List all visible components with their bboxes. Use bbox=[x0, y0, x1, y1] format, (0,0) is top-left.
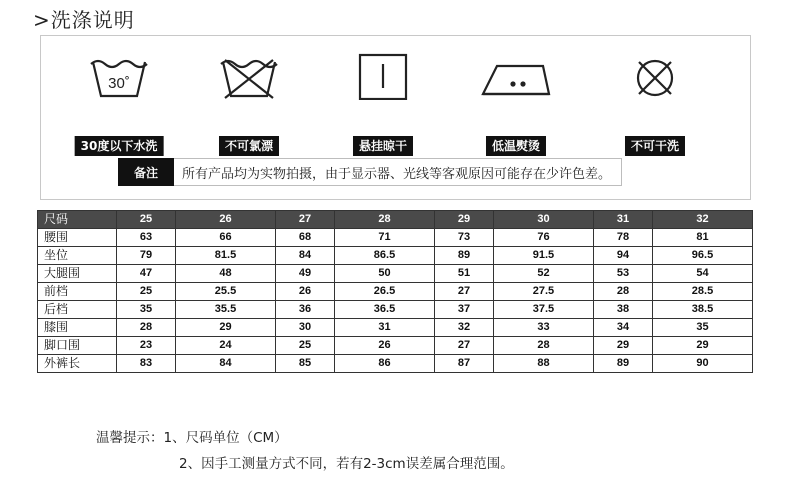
care-label: 悬挂晾干 bbox=[353, 136, 413, 156]
measurement-label: 坐位 bbox=[38, 247, 117, 265]
size-value: 51 bbox=[434, 265, 493, 283]
measurement-label: 大腿围 bbox=[38, 265, 117, 283]
size-value: 27.5 bbox=[494, 283, 594, 301]
size-value: 35 bbox=[653, 319, 753, 337]
table-row bbox=[38, 337, 753, 355]
size-value: 36 bbox=[275, 301, 334, 319]
size-value: 81 bbox=[653, 229, 753, 247]
table-header-cell: 28 bbox=[335, 211, 435, 229]
size-value: 71 bbox=[335, 229, 435, 247]
care-item-dry bbox=[333, 56, 433, 153]
size-value: 88 bbox=[494, 355, 594, 373]
size-value: 25 bbox=[117, 283, 176, 301]
size-value: 27 bbox=[434, 283, 493, 301]
size-value: 63 bbox=[117, 229, 176, 247]
size-value: 96.5 bbox=[653, 247, 753, 265]
size-value: 48 bbox=[176, 265, 276, 283]
tip-line-2: 2、因手工测量方式不同，若有2-3cm误差属合理范围。 bbox=[179, 456, 514, 472]
size-value: 26.5 bbox=[335, 283, 435, 301]
wash-30-icon bbox=[89, 56, 149, 100]
measurement-label: 腰围 bbox=[38, 229, 117, 247]
table-header-cell: 32 bbox=[653, 211, 753, 229]
no-bleach-icon bbox=[219, 56, 279, 100]
size-value: 87 bbox=[434, 355, 493, 373]
tip-line-1: 温馨提示：1、尺码单位（CM） bbox=[96, 430, 288, 446]
table-row bbox=[38, 301, 753, 319]
care-item-dryclean bbox=[605, 56, 705, 153]
wash-temp-text: 30˚ bbox=[108, 75, 130, 92]
iron-low-icon bbox=[479, 56, 553, 100]
size-value: 38 bbox=[593, 301, 652, 319]
size-value: 26 bbox=[275, 283, 334, 301]
size-value: 85 bbox=[275, 355, 334, 373]
size-value: 34 bbox=[593, 319, 652, 337]
size-value: 25.5 bbox=[176, 283, 276, 301]
size-value: 29 bbox=[593, 337, 652, 355]
size-value: 86 bbox=[335, 355, 435, 373]
care-instructions-panel bbox=[40, 35, 751, 200]
care-label: 不可干洗 bbox=[625, 136, 685, 156]
measurement-label: 前档 bbox=[38, 283, 117, 301]
size-value: 29 bbox=[176, 319, 276, 337]
size-value: 73 bbox=[434, 229, 493, 247]
size-value: 84 bbox=[275, 247, 334, 265]
size-chart-table bbox=[37, 210, 753, 373]
size-value: 37 bbox=[434, 301, 493, 319]
care-label: 不可氯漂 bbox=[219, 136, 279, 156]
care-label: 30度以下水洗 bbox=[75, 136, 164, 156]
size-value: 33 bbox=[494, 319, 594, 337]
measurement-label: 膝围 bbox=[38, 319, 117, 337]
table-header-cell: 27 bbox=[275, 211, 334, 229]
size-value: 66 bbox=[176, 229, 276, 247]
size-value: 50 bbox=[335, 265, 435, 283]
size-value: 29 bbox=[653, 337, 753, 355]
table-header-cell: 26 bbox=[176, 211, 276, 229]
table-header-cell: 尺码 bbox=[38, 211, 117, 229]
care-label: 低温熨烫 bbox=[486, 136, 546, 156]
size-value: 37.5 bbox=[494, 301, 594, 319]
size-value: 28 bbox=[593, 283, 652, 301]
size-value: 28 bbox=[117, 319, 176, 337]
size-value: 86.5 bbox=[335, 247, 435, 265]
table-row bbox=[38, 247, 753, 265]
size-value: 94 bbox=[593, 247, 652, 265]
table-row bbox=[38, 229, 753, 247]
measurement-label: 脚口围 bbox=[38, 337, 117, 355]
table-header-row bbox=[38, 211, 753, 229]
size-value: 36.5 bbox=[335, 301, 435, 319]
size-value: 49 bbox=[275, 265, 334, 283]
size-value: 47 bbox=[117, 265, 176, 283]
size-value: 90 bbox=[653, 355, 753, 373]
size-value: 89 bbox=[593, 355, 652, 373]
size-value: 28.5 bbox=[653, 283, 753, 301]
size-value: 89 bbox=[434, 247, 493, 265]
size-value: 25 bbox=[275, 337, 334, 355]
size-value: 38.5 bbox=[653, 301, 753, 319]
table-row bbox=[38, 265, 753, 283]
size-value: 91.5 bbox=[494, 247, 594, 265]
size-value: 23 bbox=[117, 337, 176, 355]
size-value: 78 bbox=[593, 229, 652, 247]
table-row bbox=[38, 319, 753, 337]
disclaimer-note bbox=[118, 158, 622, 186]
table-header-cell: 30 bbox=[494, 211, 594, 229]
note-label: 备注 bbox=[118, 158, 174, 186]
care-item-wash bbox=[69, 56, 169, 153]
table-header-cell: 29 bbox=[434, 211, 493, 229]
table-header-cell: 31 bbox=[593, 211, 652, 229]
care-item-iron bbox=[466, 56, 566, 153]
table-row bbox=[38, 355, 753, 373]
hang-dry-icon bbox=[353, 52, 413, 100]
size-value: 84 bbox=[176, 355, 276, 373]
size-value: 32 bbox=[434, 319, 493, 337]
table-row bbox=[38, 283, 753, 301]
size-value: 83 bbox=[117, 355, 176, 373]
size-value: 28 bbox=[494, 337, 594, 355]
note-text: 所有产品均为实物拍摄，由于显示器、光线等客观原因可能存在少许色差。 bbox=[174, 158, 622, 186]
size-value: 35 bbox=[117, 301, 176, 319]
table-header-cell: 25 bbox=[117, 211, 176, 229]
size-value: 81.5 bbox=[176, 247, 276, 265]
size-value: 26 bbox=[335, 337, 435, 355]
size-value: 68 bbox=[275, 229, 334, 247]
page-title: >洗涤说明 bbox=[33, 8, 135, 32]
size-value: 76 bbox=[494, 229, 594, 247]
measurement-label: 后档 bbox=[38, 301, 117, 319]
size-value: 27 bbox=[434, 337, 493, 355]
size-value: 31 bbox=[335, 319, 435, 337]
size-value: 79 bbox=[117, 247, 176, 265]
no-dry-clean-icon bbox=[625, 54, 685, 102]
size-value: 24 bbox=[176, 337, 276, 355]
measurement-label: 外裤长 bbox=[38, 355, 117, 373]
size-value: 52 bbox=[494, 265, 594, 283]
care-item-bleach bbox=[199, 56, 299, 153]
size-value: 54 bbox=[653, 265, 753, 283]
size-value: 53 bbox=[593, 265, 652, 283]
size-value: 35.5 bbox=[176, 301, 276, 319]
size-value: 30 bbox=[275, 319, 334, 337]
